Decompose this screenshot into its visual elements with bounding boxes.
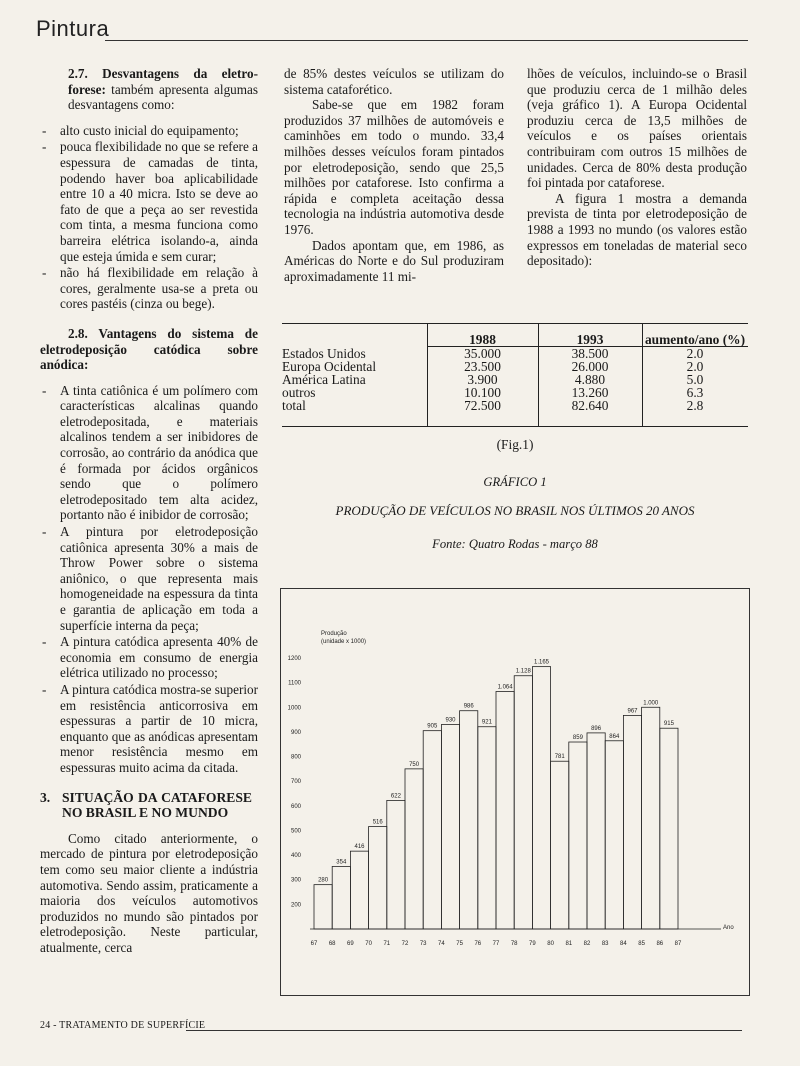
bar [532, 667, 550, 929]
section-2-7-intro: também apresenta algumas desvantagens como: [68, 81, 258, 113]
table-row [282, 347, 748, 361]
x-tick-label: 73 [419, 941, 427, 947]
table-cell: 2.8 [686, 398, 704, 413]
table-cell: 3.900 [467, 372, 498, 387]
x-tick-label: 83 [601, 941, 609, 947]
bar [332, 866, 350, 929]
table-row [282, 399, 748, 412]
bar-value-label: 896 [591, 725, 602, 732]
x-tick-label: 77 [492, 941, 500, 947]
bar [350, 851, 368, 929]
table-cell: 5.0 [686, 372, 704, 387]
footer-rule [186, 1030, 742, 1031]
bar-value-label: 781 [554, 754, 565, 761]
table-header-cell: 1988 [427, 333, 538, 347]
advantages-list [40, 383, 258, 776]
list-item: - A tinta catiônica é um polímero com características alcalinas quando eletrodepositada, e materiais alcalinos tendem a ser inibidores de corrosão, ao contrário da anódica que é formada por ácidos orgânicos sendo que o polímero eletrodepositado tem alta acidez, portanto não é inibidor de corrosão; [40, 383, 258, 523]
y-tick-label: 400 [290, 853, 301, 860]
bar-value-label: 416 [354, 844, 365, 851]
x-tick-label: 69 [347, 941, 354, 947]
chart-label: GRÁFICO 1 [483, 475, 547, 489]
bar [569, 742, 587, 929]
table-cell: América Latina [282, 372, 366, 387]
bar [387, 800, 405, 929]
bar [623, 715, 641, 929]
chart-title: PRODUÇÃO DE VEÍCULOS NO BRASIL NOS ÚLTIMOS 20 ANOS [335, 503, 695, 518]
bar [514, 676, 532, 929]
table-header-cell [282, 333, 427, 347]
table-cell: 82.640 [571, 398, 609, 413]
table-header-row [282, 333, 748, 347]
bar-value-label: 622 [390, 793, 401, 800]
y-tick-label: 900 [290, 729, 301, 736]
x-tick-label: 86 [656, 941, 664, 947]
production-chart [280, 588, 750, 996]
bar-value-label: 354 [336, 859, 347, 866]
x-tick-label: 87 [674, 941, 682, 947]
bar [587, 733, 605, 929]
bar-value-label: 986 [463, 703, 474, 710]
header-rule [105, 40, 748, 41]
bar-value-label: 280 [318, 877, 329, 884]
bar [642, 707, 660, 929]
table-cell: outros [282, 385, 316, 400]
y-tick-label: 1100 [288, 680, 301, 687]
x-tick-label: 67 [310, 941, 318, 947]
disadvantages-list [40, 123, 258, 312]
bar-value-label: 921 [481, 719, 492, 726]
x-tick-label: 78 [510, 941, 518, 947]
chart-source: Fonte: Quatro Rodas - março 88 [432, 537, 598, 551]
x-tick-label: 81 [565, 941, 573, 947]
table-cell: 2.0 [686, 346, 704, 361]
y-tick-label: 600 [290, 803, 301, 810]
bar-value-label: 1.128 [515, 668, 531, 675]
x-tick-label: 80 [547, 941, 554, 947]
table-cell: 13.260 [571, 385, 609, 400]
table-cell: 72.500 [464, 398, 501, 413]
bar [660, 728, 678, 929]
bar-value-label: 967 [627, 708, 638, 715]
list-item: - pouca flexibilidade no que se refere a espessura de camadas de tinta, podendo haver boa aplicabilidade entre 10 a 40 micra. Isto se deve ao fato de que a peça ao ser revestida com tinta, a mesma funciona como barreira elétrica isolando-a, ainda que esteja úmida e sem curar; [40, 139, 258, 264]
table-bottom-rule [282, 426, 748, 427]
section-3-title: SITUAÇÃO DA CATAFORESE NO BRASIL E NO MUNDO [62, 789, 252, 821]
x-axis-label: Ano [723, 925, 734, 931]
table-cell: Europa Ocidental [282, 359, 377, 374]
column-3 [527, 66, 747, 279]
bar-value-label: 1.064 [497, 684, 513, 691]
demand-table [282, 333, 748, 412]
chart-svg [281, 589, 749, 995]
list-item: - A pintura catódica mostra-se superior em resistência anticorrosiva em espessuras a partir de 10 micra, enquanto que as anódicas apresentam menor resistência mesmo em espessuras muito acima da citada. [40, 682, 258, 776]
table-top-rule [282, 323, 748, 324]
x-tick-label: 70 [365, 941, 372, 947]
y-tick-label: 500 [290, 828, 301, 835]
section-header-title: Pintura [36, 16, 110, 41]
section-3-paragraph: Como citado anteriormente, o mercado de pintura por eletrodeposição tem como seu maior cliente a indústria automotiva. Sendo assim, praticamente a maioria dos veículos automotivos produzidos no mundo são pintados por eletrodeposição. Neste particular, atualmente, cerca [40, 830, 258, 955]
bar [314, 885, 332, 929]
y-axis-label: (unidade x 1000) [321, 639, 367, 645]
table-cell: 35.000 [464, 346, 501, 361]
bar [496, 692, 514, 929]
bar-value-label: 516 [372, 819, 383, 826]
bar [478, 727, 496, 929]
footer-text: 24 - TRATAMENTO DE SUPERFÍCIE [40, 1020, 206, 1031]
table-cell: 2.0 [686, 359, 704, 374]
paragraph: de 85% destes veículos se utilizam do sistema cataforético. [284, 66, 504, 97]
bar-value-label: 864 [609, 733, 620, 740]
paragraph: lhões de veículos, incluindo-se o Brasil que produziu cerca de 1 milhão deles (veja gráfico 1). A Europa Ocidental produziu cerca de 13,5 milhões de veículos e os países orientais contribuiram com outros 15 milhões de unidades. Cerca de 80% desta produção foi pintada por cataforese. [527, 66, 747, 191]
y-tick-label: 1000 [287, 705, 301, 712]
bar-value-label: 1.165 [533, 659, 550, 666]
bar-value-label: 859 [572, 735, 583, 742]
paragraph: A figura 1 mostra a demanda prevista de tinta por eletrodeposição de 1988 a 1993 no mundo (os valores estão expressos em toneladas de material seco depositado): [527, 190, 747, 269]
bar [605, 741, 623, 929]
x-tick-label: 74 [438, 941, 445, 947]
y-tick-label: 1200 [287, 656, 301, 662]
x-tick-label: 85 [638, 941, 645, 947]
bar [551, 761, 569, 929]
y-tick-label: 700 [290, 779, 301, 786]
bar-value-label: 915 [663, 721, 674, 728]
x-tick-label: 84 [620, 941, 627, 947]
bar [405, 769, 423, 929]
section-3-heading [40, 790, 258, 821]
bar-value-label: 1.000 [643, 700, 659, 707]
y-axis-label: Produção [321, 631, 347, 637]
bar-value-label: 930 [445, 717, 456, 724]
x-tick-label: 71 [383, 941, 391, 947]
bar [369, 827, 387, 929]
table-header-cell: aumento/ano (%) [642, 333, 748, 347]
paragraph: Dados apontam que, em 1986, as Américas do Norte e do Sul produziram aproximadamente 11 mi- [284, 237, 504, 284]
table-cell: 10.100 [464, 385, 501, 400]
table-row [282, 373, 748, 386]
table-cell: 23.500 [464, 359, 501, 374]
section-2-8-heading: 2.8. Vantagens do sistema de eletrodeposição catódica sobre anódica: [40, 325, 258, 373]
column-2 [284, 66, 504, 294]
x-tick-label: 82 [583, 941, 591, 947]
list-item: - A pintura por eletrodeposição catiônica apresenta 30% a mais de Throw Power sobre o sistema aniônico, o que representa mais homogeneidade na espessura da tinta e garantia de aplicação em toda a superfície interna da peça; [40, 524, 258, 633]
table-cell: total [282, 398, 306, 413]
table-header-cell: 1993 [538, 333, 642, 347]
y-tick-label: 300 [290, 877, 301, 884]
table-cell: 6.3 [686, 385, 704, 400]
x-tick-label: 76 [474, 941, 482, 947]
bar [441, 725, 459, 929]
bar [423, 731, 441, 929]
section-3-number: 3. [40, 789, 51, 805]
table-cell: 4.880 [574, 372, 606, 387]
list-item: - alto custo inicial do equipamento; [40, 123, 258, 139]
x-tick-label: 72 [401, 941, 409, 947]
y-tick-label: 200 [290, 902, 301, 909]
x-tick-label: 79 [529, 941, 536, 947]
table-cell: Estados Unidos [282, 345, 366, 361]
x-tick-label: 68 [328, 941, 336, 947]
section-2-7-paragraph [40, 66, 258, 113]
list-item: - A pintura catódica apresenta 40% de economia em consumo de energia elétrica utilizado no processo; [40, 634, 258, 681]
bar [460, 711, 478, 929]
bar-value-label: 905 [427, 723, 438, 730]
x-tick-label: 75 [456, 941, 463, 947]
section-2-7-heading: 2.7. Desvantagens da eletroforese: [68, 66, 258, 97]
column-1 [40, 66, 258, 965]
demand-table-wrap [282, 323, 748, 413]
table-cell: 38.500 [571, 346, 609, 361]
y-tick-label: 800 [290, 754, 301, 761]
paragraph: Sabe-se que em 1982 foram produzidos 37 milhões de automóveis e caminhões em todo o mundo. 33,4 milhões desses veículos foram pintados por eletrodeposição, sendo que 25,5 milhões por cataforese. Isto confirma a rápida e completa aceitação dessa tecnologia na indústria automotiva desde 1976. [284, 97, 504, 237]
figure-caption: (Fig.1) [496, 437, 534, 452]
table-cell: 26.000 [571, 359, 609, 374]
list-item: - não há flexibilidade em relação à cores, geralmente usa-se a preta ou cores pastéis (cinza ou bege). [40, 265, 258, 312]
table-row [282, 386, 748, 399]
bar-value-label: 750 [409, 761, 420, 768]
